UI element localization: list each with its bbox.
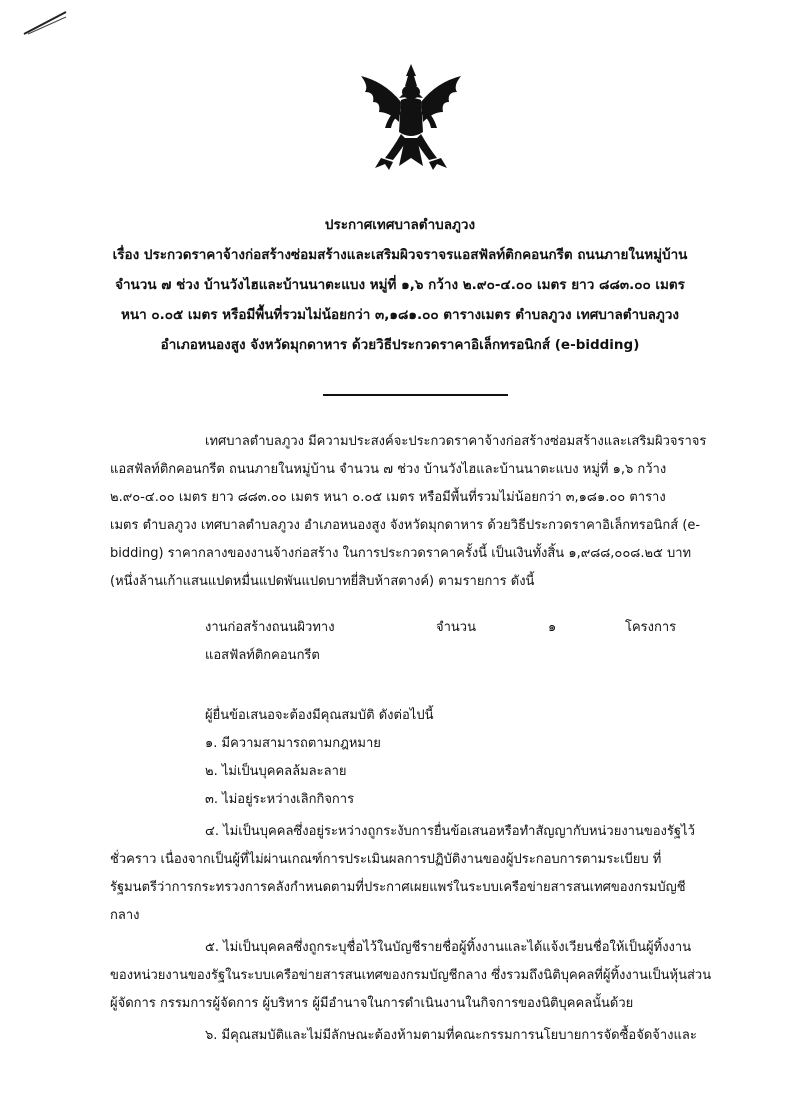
intro-line-1: เทศบาลตำบลภูวง มีความประสงค์จะประกวดราคาจ้างก่อสร้างซ่อมสร้างและเสริมผิวจราจร bbox=[205, 434, 707, 449]
intro-line-2: แอสฟัลท์ติกคอนกรีต ถนนภายในหมู่บ้าน จำนวน ๗ ช่วง บ้านวังไฮและบ้านนาตะแบง หมู่ที่ ๑,๖ กว้าง bbox=[110, 462, 667, 477]
title-line-2: เรื่อง ประกวดราคาจ้างก่อสร้างซ่อมสร้างและเสริมผิวจราจรแอสฟัลท์ติกคอนกรีต ถนนภายในหมู่บ้าน bbox=[112, 247, 688, 263]
intro-line-5: bidding) ราคากลางของงานจ้างก่อสร้าง ในการประกวดราคาครั้งนี้ เป็นเงินทั้งสิ้น ๑,๙๘๘,๐๐๘.๒๕ บาท bbox=[110, 546, 692, 561]
qualification-4-line-1: ๔. ไม่เป็นบุคคลซึ่งอยู่ระหว่างถูกระงับการยื่นข้อเสนอหรือทำสัญญากับหน่วยงานของรัฐไว้ bbox=[205, 824, 695, 839]
title-line-5: อำเภอหนองสูง จังหวัดมุกดาหาร ด้วยวิธีประกวดราคาอิเล็กทรอนิกส์ (e-bidding) bbox=[160, 337, 640, 353]
item-name: งานก่อสร้างถนนผิวทาง bbox=[205, 620, 335, 635]
intro-line-3: ๒.๙๐-๔.๐๐ เมตร ยาว ๘๘๓.๐๐ เมตร หนา ๐.๐๕ เมตร หรือมีพื้นที่รวมไม่น้อยกว่า ๓,๑๘๑.๐๐ ตาราง bbox=[110, 490, 666, 505]
item-name-continued: แอสฟัลท์ติกคอนกรีต bbox=[205, 648, 320, 663]
qualifications-heading: ผู้ยื่นข้อเสนอจะต้องมีคุณสมบัติ ดังต่อไปนี้ bbox=[205, 708, 434, 723]
intro-line-4: เมตร ตำบลภูวง เทศบาลตำบลภูวง อำเภอหนองสูง จังหวัดมุกดาหาร ด้วยวิธีประกวดราคาอิเล็กทรอนิกส์ (e- bbox=[110, 518, 701, 533]
qualification-5-line-3: ผู้จัดการ กรรมการผู้จัดการ ผู้บริหาร ผู้มีอำนาจในการดำเนินงานในกิจการของนิติบุคคลนั้นด้วย bbox=[110, 996, 634, 1011]
title-divider bbox=[323, 394, 508, 396]
title-line-3: จำนวน ๗ ช่วง บ้านวังไฮและบ้านนาตะแบง หมู่ที่ ๑,๖ กว้าง ๒.๙๐-๔.๐๐ เมตร ยาว ๘๘๓.๐๐ เมตร bbox=[115, 277, 685, 293]
qualification-2: ๒. ไม่เป็นบุคคลล้มละลาย bbox=[205, 764, 347, 779]
qualification-6-line-1: ๖. มีคุณสมบัติและไม่มีลักษณะต้องห้ามตามที่คณะกรรมการนโยบายการจัดซื้อจัดจ้างและ bbox=[205, 1028, 697, 1043]
item-qty: ๑ bbox=[548, 620, 557, 635]
intro-line-6: (หนึ่งล้านเก้าแสนแปดหมื่นแปดพันแปดบาทยี่สิบห้าสตางค์) ตามรายการ ดังนี้ bbox=[110, 574, 535, 589]
qualification-5-line-2: ของหน่วยงานของรัฐในระบบเครือข่ายสารสนเทศของกรมบัญชีกลาง ซึ่งรวมถึงนิติบุคคลที่ผู้ทิ้งงานเป็นหุ้นส่วน bbox=[110, 968, 712, 983]
title-line-4: หนา ๐.๐๕ เมตร หรือมีพื้นที่รวมไม่น้อยกว่า ๓,๑๘๑.๐๐ ตารางเมตร ตำบลภูวง เทศบาลตำบลภูวง bbox=[121, 307, 679, 323]
garuda-emblem-icon bbox=[355, 62, 467, 182]
title-line-1: ประกาศเทศบาลตำบลภูวง bbox=[324, 217, 476, 233]
qualification-1: ๑. มีความสามารถตามกฎหมาย bbox=[205, 736, 381, 751]
announcement-title bbox=[60, 210, 740, 360]
item-qty-label: จำนวน bbox=[436, 620, 476, 635]
qualification-4-line-2: ชั่วคราว เนื่องจากเป็นผู้ที่ไม่ผ่านเกณฑ์การประเมินผลการปฏิบัติงานของผู้ประกอบการตามระเบียบ ที่ bbox=[110, 852, 662, 867]
qualification-3: ๓. ไม่อยู่ระหว่างเลิกกิจการ bbox=[205, 792, 355, 807]
stray-pen-mark bbox=[22, 8, 68, 36]
item-unit: โครงการ bbox=[625, 620, 677, 635]
item-row bbox=[0, 614, 800, 641]
qualification-4-line-3: รัฐมนตรีว่าการกระทรวงการคลังกำหนดตามที่ประกาศเผยแพร่ในระบบเครือข่ายสารสนเทศของกรมบัญชี bbox=[110, 880, 686, 895]
qualification-4-line-4: กลาง bbox=[110, 908, 140, 923]
qualification-5-line-1: ๕. ไม่เป็นบุคคลซึ่งถูกระบุชื่อไว้ในบัญชีรายชื่อผู้ทิ้งงานและได้แจ้งเวียนชื่อให้เป็นผู้ทิ้งงาน bbox=[205, 940, 692, 955]
